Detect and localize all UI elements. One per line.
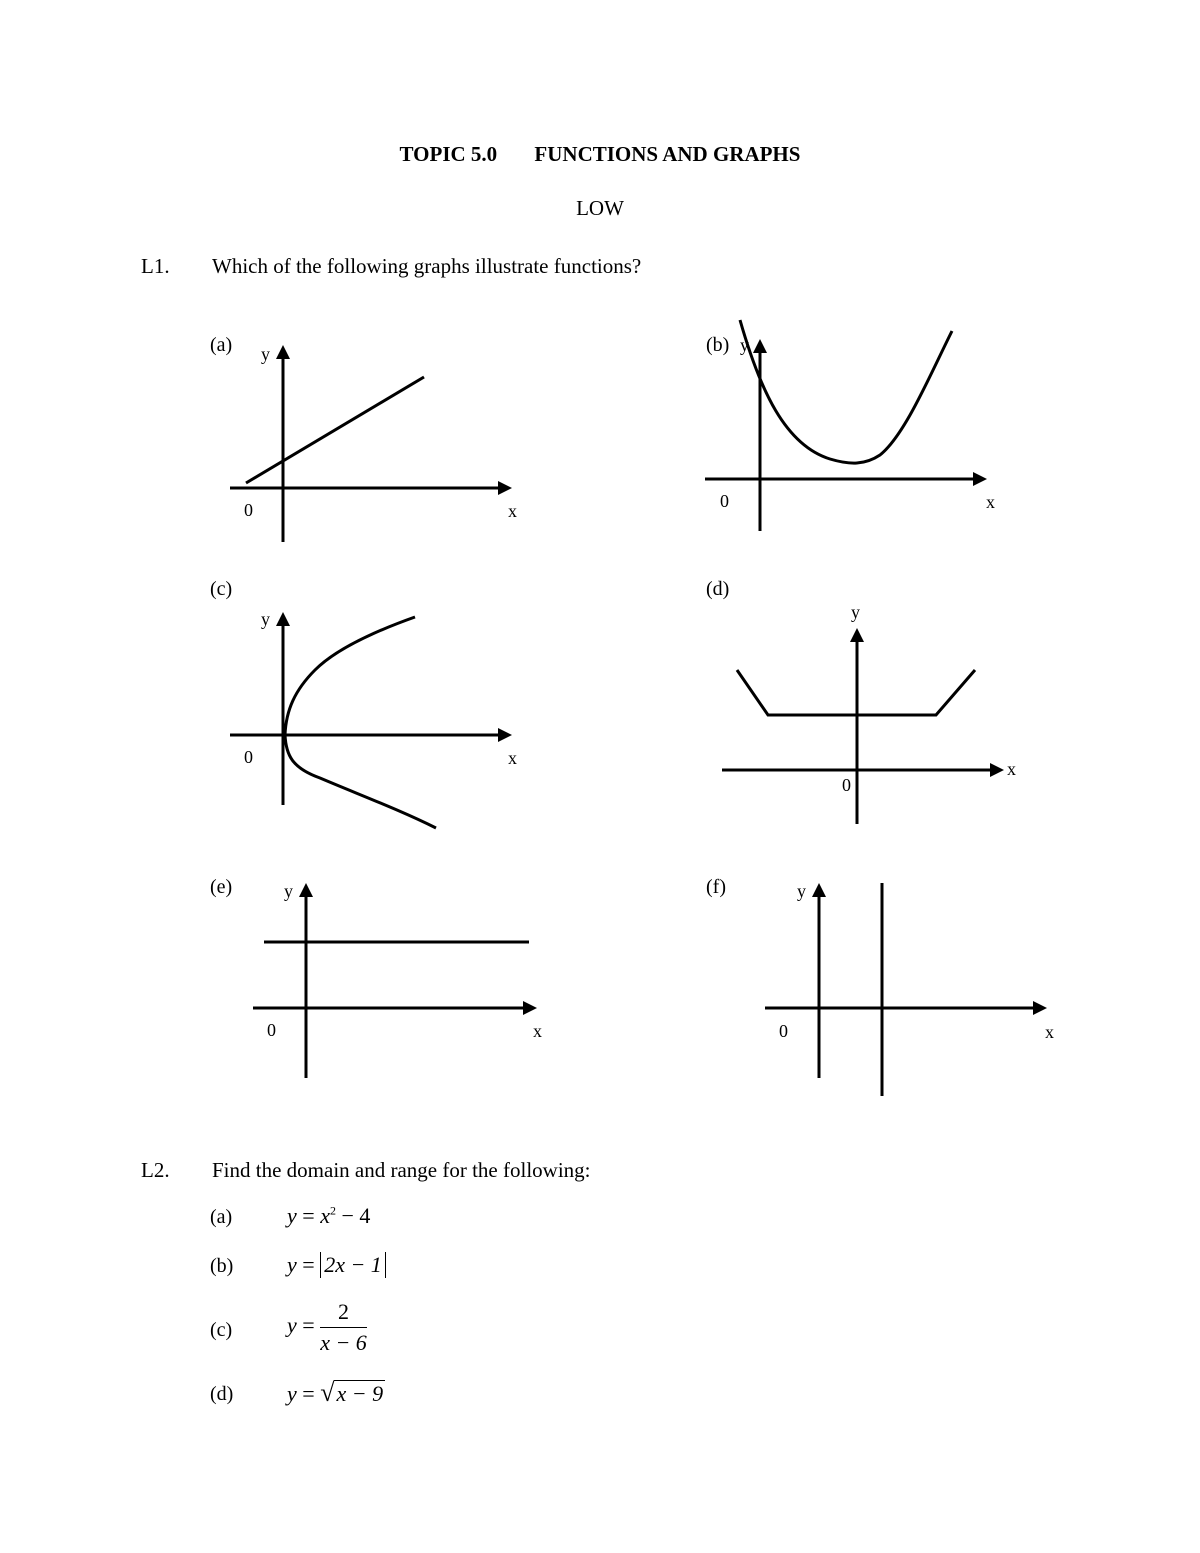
x-axis-label: x — [1045, 1022, 1054, 1042]
graph-label-e: (e) — [210, 876, 233, 898]
part-label-d: (d) — [210, 1383, 234, 1405]
y-axis-arrow — [850, 628, 864, 642]
y-axis-arrow — [812, 883, 826, 897]
equation-c — [287, 1299, 367, 1356]
graph-label-a: (a) — [210, 334, 233, 356]
eq-power: 2 — [329, 1203, 336, 1218]
function-curve — [285, 617, 436, 828]
function-curve — [246, 377, 424, 483]
part-label-a: (a) — [210, 1206, 233, 1228]
equation-d — [287, 1378, 385, 1408]
radicand: x − 9 — [336, 1381, 384, 1406]
graph-label-d: (d) — [706, 578, 730, 600]
graph-e — [245, 875, 550, 1085]
topic-number: TOPIC 5.0 — [399, 142, 498, 166]
y-axis-label: y — [740, 335, 749, 355]
y-axis-label: y — [284, 881, 293, 901]
eq-sign: = — [302, 1252, 315, 1277]
abs-inner: 2x − 1 — [324, 1252, 382, 1277]
graph-f — [760, 875, 1065, 1100]
difficulty-level: LOW — [576, 196, 624, 220]
denominator: x − 6 — [320, 1330, 367, 1355]
question-text-l1: Which of the following graphs illustrate functions? — [212, 254, 642, 278]
eq-sign: = — [302, 1381, 315, 1406]
graph-b — [700, 315, 1000, 540]
question-number-l2: L2. — [141, 1158, 170, 1182]
origin-label: 0 — [244, 500, 253, 520]
y-axis-label: y — [797, 881, 806, 901]
equation-b — [287, 1252, 386, 1278]
y-axis-arrow — [276, 345, 290, 359]
eq-sign: = — [302, 1312, 315, 1338]
y-axis-arrow — [276, 612, 290, 626]
origin-label: 0 — [779, 1021, 788, 1041]
origin-label: 0 — [720, 491, 729, 511]
topic-title: FUNCTIONS AND GRAPHS — [534, 142, 801, 166]
question-text-l2: Find the domain and range for the following: — [212, 1158, 591, 1182]
x-axis-label: x — [986, 492, 995, 512]
graph-label-b: (b) — [706, 334, 730, 356]
eq-lhs: y — [287, 1203, 297, 1228]
graph-c — [220, 600, 520, 835]
x-axis-arrow — [1033, 1001, 1047, 1015]
eq-lhs: y — [287, 1381, 297, 1406]
eq-sign: = — [302, 1203, 315, 1228]
x-axis-label: x — [508, 501, 517, 521]
equation-a — [287, 1203, 370, 1229]
x-axis-arrow — [523, 1001, 537, 1015]
y-axis-label: y — [261, 609, 270, 629]
eq-rest: − 4 — [341, 1203, 371, 1228]
x-axis-arrow — [498, 728, 512, 742]
question-number-l1: L1. — [141, 254, 170, 278]
x-axis-label: x — [533, 1021, 542, 1041]
graph-d — [720, 600, 1030, 830]
eq-lhs: y — [287, 1312, 297, 1338]
eq-lhs: y — [287, 1252, 297, 1277]
page-title — [0, 142, 1200, 167]
sqrt-icon: √ — [320, 1378, 335, 1407]
graph-label-f: (f) — [706, 876, 726, 898]
y-axis-label: y — [261, 344, 270, 364]
x-axis-label: x — [508, 748, 517, 768]
part-label-b: (b) — [210, 1255, 234, 1277]
x-axis-arrow — [498, 481, 512, 495]
absolute-value — [320, 1252, 386, 1278]
origin-label: 0 — [842, 775, 851, 795]
x-axis-arrow — [990, 763, 1004, 777]
fraction — [320, 1299, 367, 1356]
numerator: 2 — [320, 1299, 367, 1328]
y-axis-label: y — [851, 602, 860, 622]
origin-label: 0 — [267, 1020, 276, 1040]
x-axis-label: x — [1007, 759, 1016, 779]
x-axis-arrow — [973, 472, 987, 486]
graph-label-c: (c) — [210, 578, 233, 600]
part-label-c: (c) — [210, 1319, 233, 1341]
y-axis-arrow — [299, 883, 313, 897]
graph-a — [220, 335, 520, 550]
origin-label: 0 — [244, 747, 253, 767]
eq-base: x — [320, 1203, 330, 1228]
function-curve — [740, 320, 952, 463]
y-axis-arrow — [753, 339, 767, 353]
